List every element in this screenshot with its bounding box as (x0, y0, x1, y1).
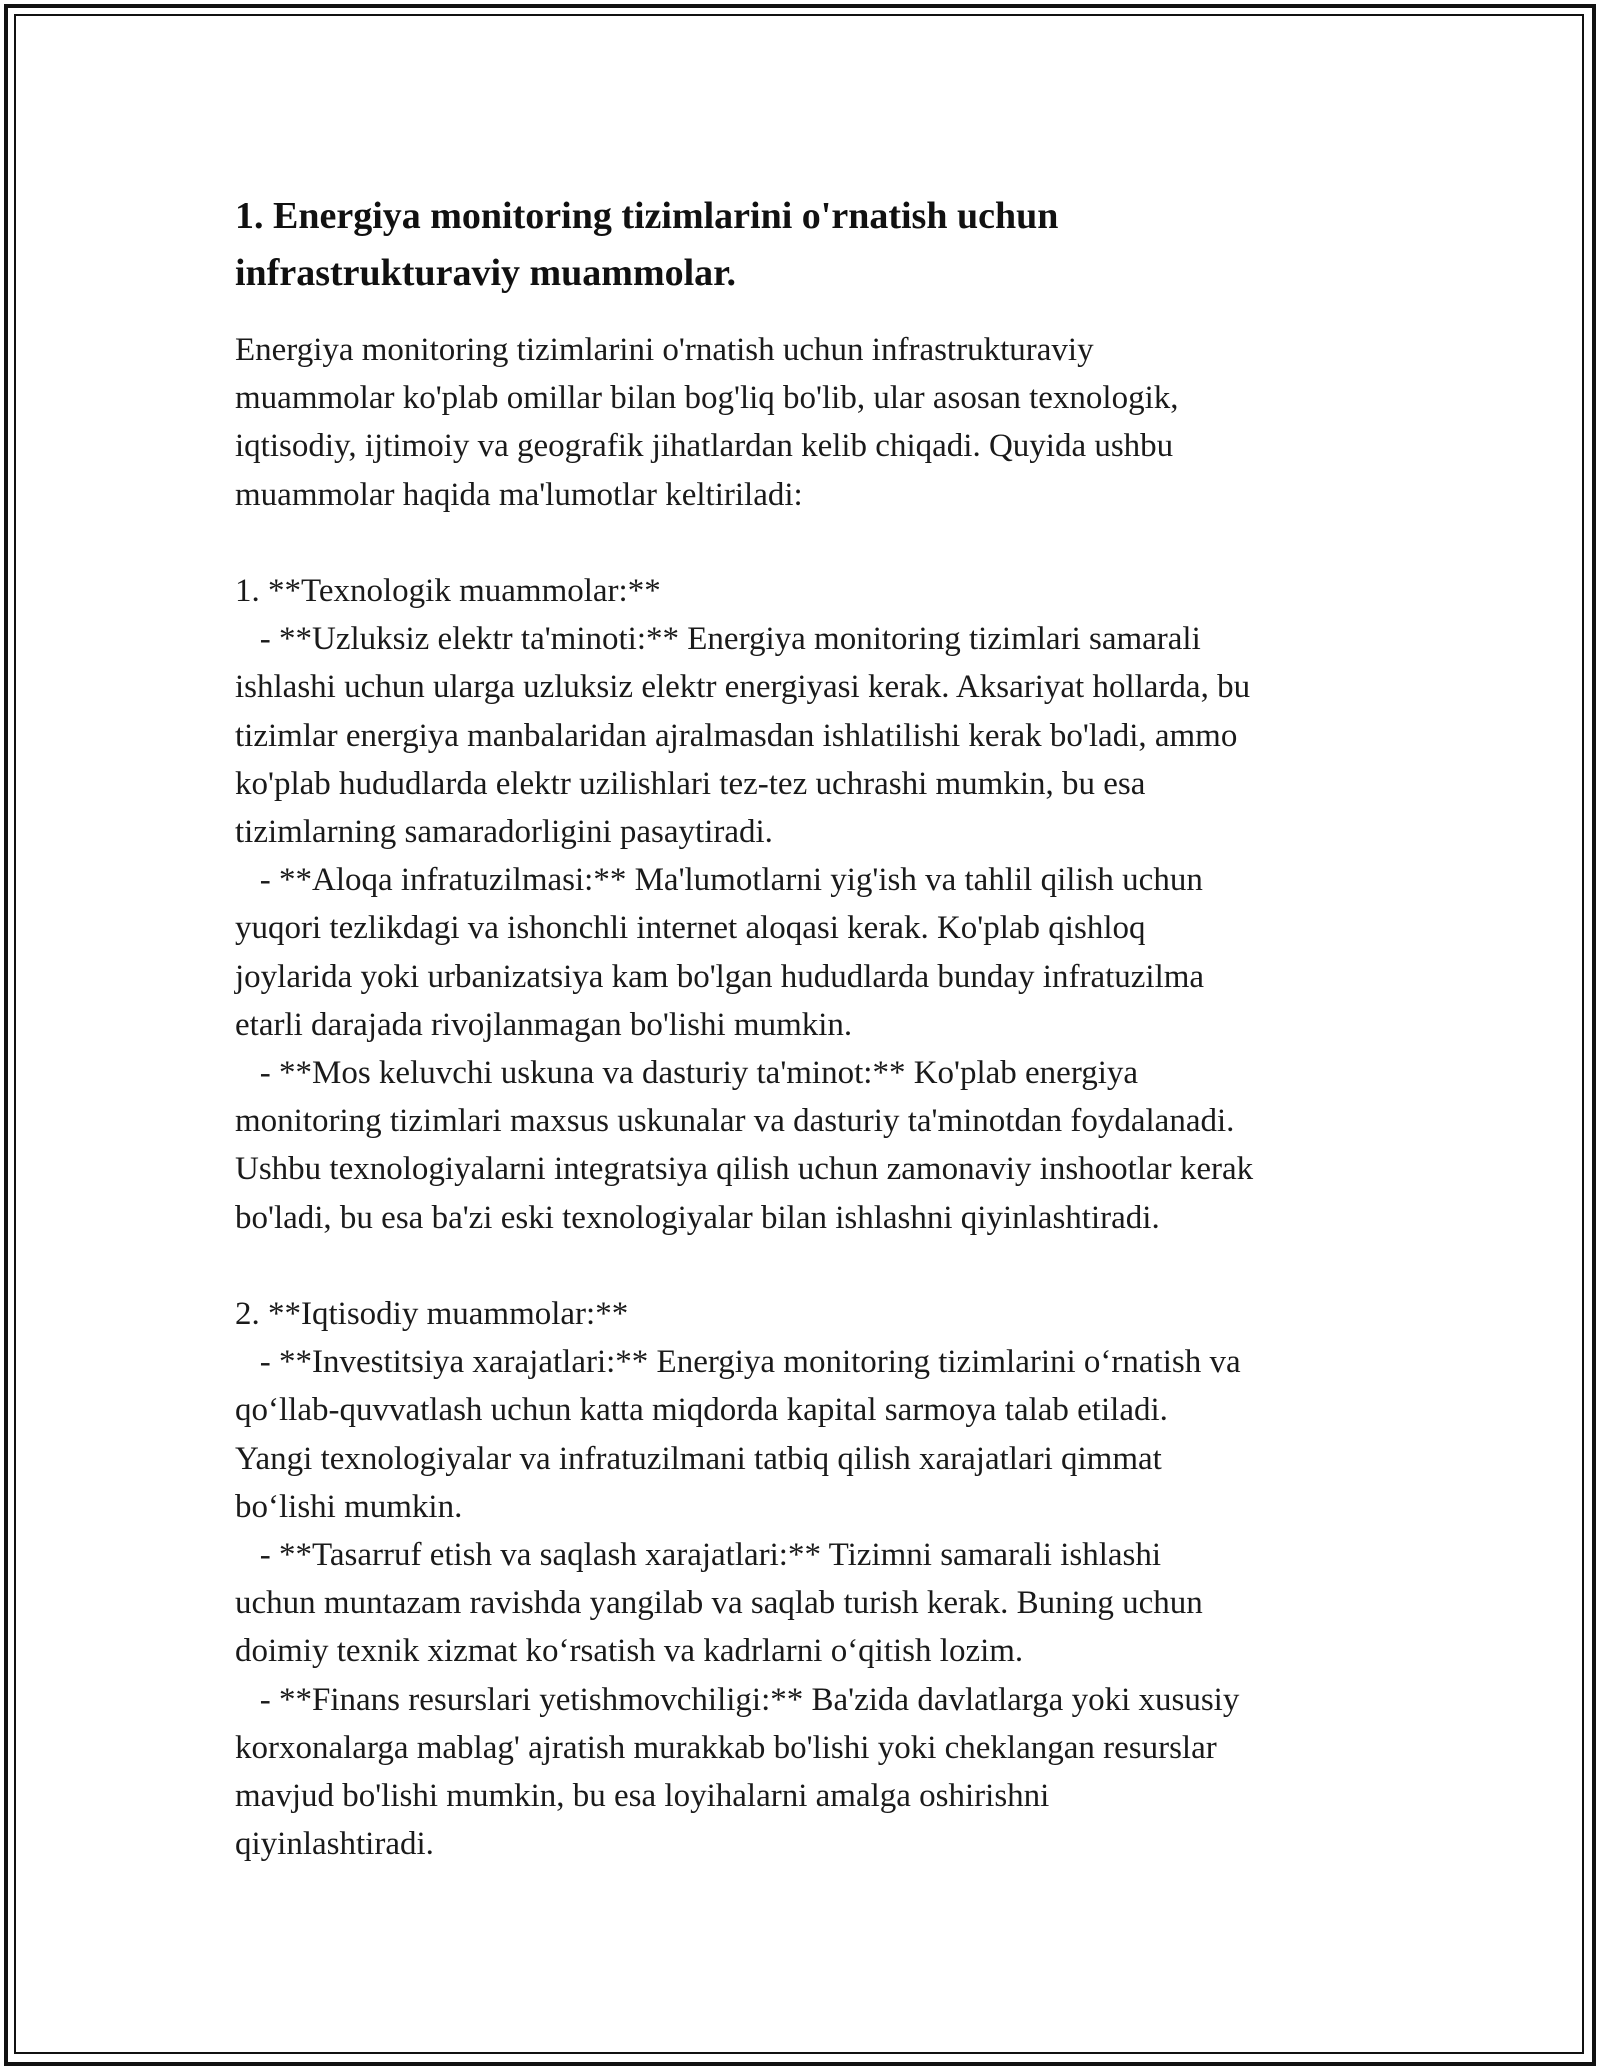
section-2-item-1: - **Investitsiya xarajatlari:** Energiya monitoring tizimlarini oʻrnatish va qoʻllab-quvvatlash uchun katta miqdorda kapital sarmoya talab etiladi. Yangi texnologiyalar va infratuzilmani tatbiq qilish xarajatlari qimmat boʻlishi mumkin. (235, 1344, 1241, 1525)
paragraph-gap (235, 519, 1385, 567)
section-2-item-2: - **Tasarruf etish va saqlash xarajatlari:** Tizimni samarali ishlashi uchun muntazam ravishda yangilab va saqlab turish kerak. Buning uchun doimiy texnik xizmat koʻrsatish va kadrlarni oʻqitish lozim. (235, 1537, 1203, 1670)
document-body (235, 188, 1385, 1868)
section-1-heading: 1. **Texnologik muammolar:** (235, 573, 661, 609)
section-1-item-1: - **Uzluksiz elektr ta'minoti:** Energiya monitoring tizimlari samarali ishlashi uchun ularga uzluksiz elektr energiyasi kerak. Aksariyat hollarda, bu tizimlar energiya manbalaridan ajralmasdan ishlatilishi kerak bo'ladi, ammo ko'plab hududlarda elektr uzilishlari tez-tez uchrashi mumkin, bu esa tizimlarning samaradorligini pasaytiradi. (235, 621, 1251, 851)
title-line-2: infrastrukturaviy muammolar. (235, 252, 737, 294)
section-2-heading: 2. **Iqtisodiy muammolar:** (235, 1296, 629, 1333)
intro-paragraph: Energiya monitoring tizimlarini o'rnatish uchun infrastrukturaviy muammolar ko'plab omillar bilan bog'liq bo'lib, ular asosan texnologik, iqtisodiy, ijtimoiy va geografik jihatlardan kelib chiqadi. Quyida ushbu muammolar haqida ma'lumotlar keltiriladi: (235, 332, 1179, 513)
section-2-item-3: - **Finans resurslari yetishmovchiligi:** Ba'zida davlatlarga yoki xususiy korxonalarga mablag' ajratish murakkab bo'lishi yoki cheklangan resurslar mavjud bo'lishi mumkin, bu esa loyihalarni amalga oshirishni qiyinlashtiradi. (235, 1681, 1240, 1863)
section-1-item-3: - **Mos keluvchi uskuna va dasturiy ta'minot:** Ko'plab energiya monitoring tizimlari maxsus uskunalar va dasturiy ta'minotdan foydalanadi. Ushbu texnologiyalarni integratsiya qilish uchun zamonaviy inshootlar kerak bo'ladi, bu esa ba'zi eski texnologiyalar bilan ishlashni qiyinlashtiradi. (235, 1055, 1254, 1236)
title-line-1: 1. Energiya monitoring tizimlarini o'rnatish uchun (235, 195, 1059, 237)
paragraph-gap (235, 1242, 1385, 1290)
section-1-item-2: - **Aloqa infratuzilmasi:** Ma'lumotlarni yig'ish va tahlil qilish uchun yuqori tezlikdagi va ishonchli internet aloqasi kerak. Ko'plab qishloq joylarida yoki urbanizatsiya kam bo'lgan hududlarda bunday infratuzilma etarli darajada rivojlanmagan bo'lishi mumkin. (235, 862, 1205, 1043)
document-title (235, 188, 1385, 302)
